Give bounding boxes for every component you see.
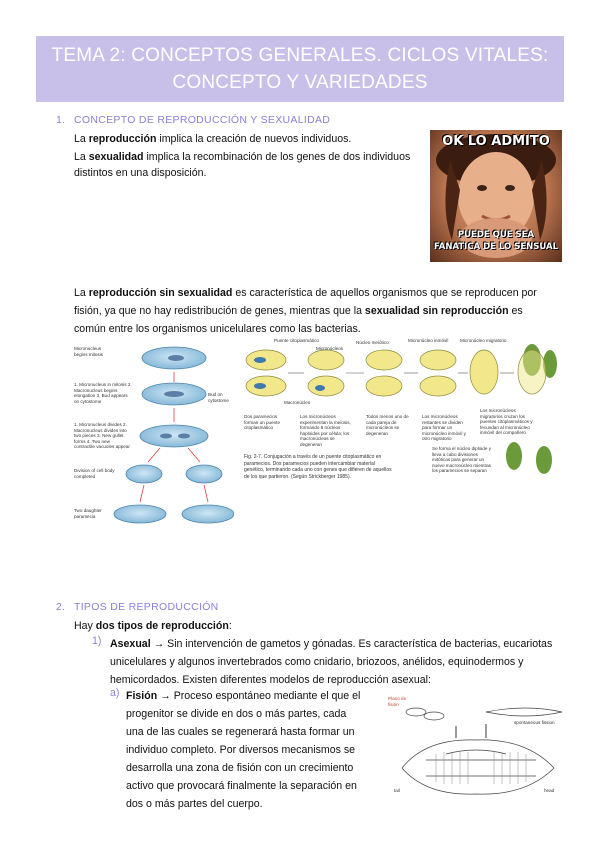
bold-term: dos tipos de reproducción bbox=[95, 620, 229, 632]
bold-term: Fisión bbox=[126, 690, 158, 702]
section-1-title: CONCEPTO DE REPRODUCCIÓN Y SEXUALIDAD bbox=[74, 114, 331, 126]
conj-label-6: Dos paramecios forman un puente citoplasmático bbox=[244, 414, 281, 431]
meme-top-text: OK LO ADMITO bbox=[442, 134, 550, 149]
fission-line-2: una de las cuales se regenerará hasta formar un bbox=[126, 726, 355, 738]
asexual-item-line3: hemicordados. Existen diferentes modelos de reproducción asexual: bbox=[110, 674, 431, 686]
section-2-heading bbox=[56, 601, 219, 613]
conj-label-9: Los micronúcleos restantes se dividen para formar un micronúcleo inmóvil y otro migratorio bbox=[422, 414, 466, 442]
text-run: La bbox=[74, 133, 89, 145]
arrow: → bbox=[150, 638, 168, 650]
fission-label-5: Two daughter paramecia bbox=[74, 508, 102, 519]
bold-term: sexualidad sin reproducción bbox=[364, 305, 509, 317]
fission-line-4: desarrolla una zona de fisión con un crecimiento bbox=[126, 762, 354, 774]
section-2-number: 2. bbox=[56, 601, 66, 613]
text-run: implica la recombinación de los genes de dos individuos bbox=[143, 151, 411, 163]
worm-diagram bbox=[386, 694, 568, 798]
asexual-item-line2: unicelulares y algunos invertebrados como cnidario, briozoos, anélidos, equinodermos y bbox=[110, 656, 524, 668]
fission-label-4: Division of cell body completed bbox=[74, 468, 115, 479]
conj-label-4: Micronúcleo inmóvil bbox=[408, 338, 449, 343]
title-line-2: CONCEPTO Y VARIEDADES bbox=[172, 72, 428, 93]
bold-term: sexualidad bbox=[88, 151, 144, 163]
bold-term: reproducción sin sexualidad bbox=[88, 287, 233, 299]
worm-plane-label: Plano de fisión bbox=[388, 696, 407, 707]
fission-figure bbox=[74, 344, 234, 528]
worm-spontaneous-label: spontaneous fission bbox=[514, 720, 555, 725]
conjugation-caption: Fig. 2-7. Conjugación a través de un puente citoplasmático en paramecios. Dos paramecios pueden intercambiar material genético, terminando cada uno con genes que difieren de aquellos de los que partieron. (Según Strickberger 1985). bbox=[244, 454, 392, 480]
conj-label-8: Todos menos uno de cada pareja de micronúcleos se degeneran bbox=[366, 414, 409, 436]
conj-label-10: Los micronúcleos migratorios cruzan los puentes citoplasmáticos y fecundan al micronúcleo inmóvil del compañero bbox=[480, 408, 533, 436]
meme-image bbox=[430, 130, 562, 262]
title-banner bbox=[36, 36, 564, 102]
fission-line-0 bbox=[126, 687, 360, 705]
text-run: implica la creación de nuevos individuos. bbox=[156, 133, 352, 145]
conj-label-5: Micronúcleo migratorio bbox=[460, 338, 507, 343]
paragraph-reproduction bbox=[74, 130, 351, 148]
section-1-number: 1. bbox=[56, 114, 66, 126]
text-run: Hay bbox=[74, 620, 96, 632]
worm-head-label: head bbox=[544, 788, 555, 793]
arrow: → bbox=[157, 690, 174, 702]
paragraph-asexual-line3: común entre los organismos unicelulares como las bacterias. bbox=[74, 323, 361, 335]
conj-label-2: Macronúcleo bbox=[284, 400, 311, 405]
text-run: fisión, ya que no hay redistribución de genes, mientras que la bbox=[74, 305, 365, 317]
fission-label-3: 1. Micronucleus divides 2. Macronucleus divides into two pieces 3. New gullet forms 4. Two new contractile vacuoles appear bbox=[74, 422, 130, 450]
list-number-1: 1) bbox=[92, 635, 102, 647]
section-1-heading bbox=[56, 114, 330, 126]
list-letter-a: a) bbox=[110, 687, 120, 699]
worm-fission-figure bbox=[386, 694, 568, 798]
title-line-1: TEMA 2: CONCEPTOS GENERALES. CICLOS VITALES: bbox=[51, 45, 549, 66]
text-run: La bbox=[74, 287, 89, 299]
fission-line-3: individuo completo. Por diversos mecanismos se bbox=[126, 744, 356, 756]
conj-label-3: Núcleo meiótico bbox=[356, 340, 389, 345]
fission-label-1: Bud on cytostome bbox=[208, 392, 229, 403]
asexual-item-line1 bbox=[110, 635, 566, 653]
text-run: es característica de aquellos organismos que se reproducen por bbox=[232, 287, 537, 299]
conj-label-11: Se forma el núcleo diploide y lleva a cabo divisiones mitóticas para generar un nuevo macronúcleo mientras los paramecios se separan bbox=[432, 446, 491, 474]
text-run: La bbox=[74, 151, 89, 163]
conj-label-7: Los micronúcleos experimentan la meiosis, formando 8 núcleos haploides por célula; los macronúcleos se degeneran bbox=[300, 414, 351, 447]
section-2-title: TIPOS DE REPRODUCCIÓN bbox=[74, 601, 219, 613]
text-run: Sin intervención de gametos y gónadas. Es característica de bacterias, eucariotas bbox=[167, 638, 553, 650]
paragraph-asexual-line1 bbox=[74, 284, 554, 302]
paragraph-asexual-line2 bbox=[74, 302, 554, 320]
fission-label-2: 1. Micronucleus in mitosis 2. Macronucleus begins elongation 3. Bud appears on cytostome bbox=[74, 382, 132, 404]
conjugation-figure bbox=[244, 338, 566, 488]
text-run: es bbox=[508, 305, 523, 317]
bold-term: Asexual bbox=[110, 638, 151, 650]
bold-term: reproducción bbox=[88, 133, 157, 145]
fission-label-0: Micronucleus begins mitosis bbox=[74, 346, 104, 357]
text-run: : bbox=[228, 620, 232, 632]
fission-line-1: progenitor se divide en dos o más partes, cada bbox=[126, 708, 347, 720]
fission-line-5: activo que provocará finalmente la separación en bbox=[126, 780, 357, 792]
conj-label-1: Micronúcleos bbox=[316, 346, 344, 351]
worm-tail-label: tail bbox=[394, 788, 400, 793]
paragraph-types-intro bbox=[74, 617, 232, 635]
paragraph-sexuality-cont: distintos en una disposición. bbox=[74, 167, 207, 179]
fission-line-6: dos o más partes del cuerpo. bbox=[126, 798, 263, 810]
conj-label-0: Puente citoplasmático bbox=[274, 338, 319, 343]
meme-bottom-text-1: PUEDE QUE SEA bbox=[457, 230, 535, 240]
text-run: Proceso espontáneo mediante el que el bbox=[173, 690, 361, 702]
meme-bottom-text-2: FANATICA DE LO SENSUAL bbox=[433, 242, 559, 252]
